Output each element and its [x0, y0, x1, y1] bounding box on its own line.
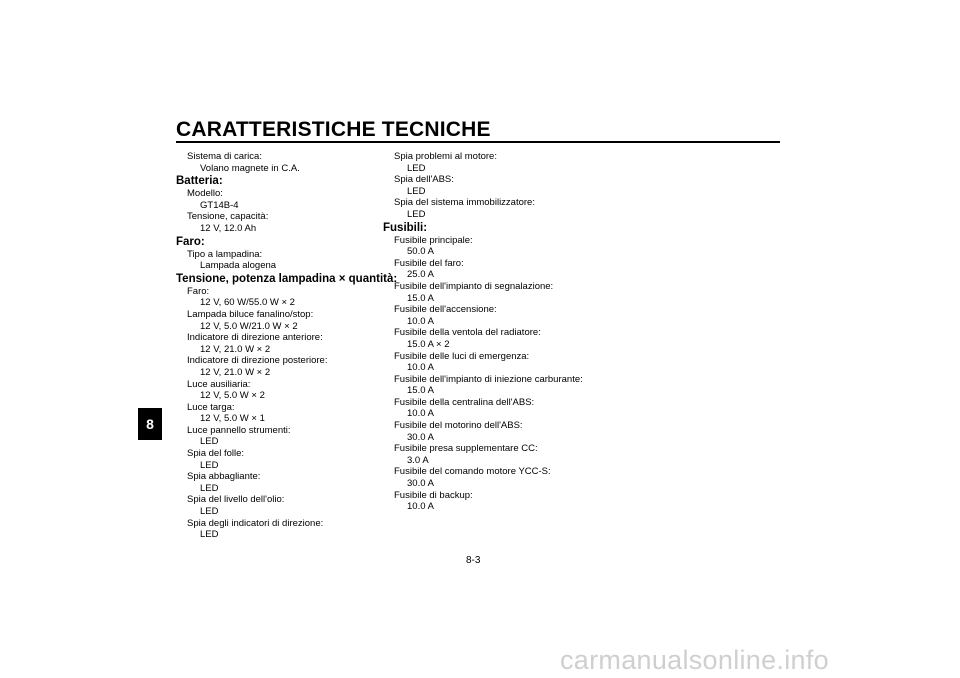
spec-value: 10.0 A	[407, 315, 434, 327]
spec-value: 12 V, 5.0 W/21.0 W × 2	[200, 320, 298, 332]
spec-label: Luce targa:	[187, 401, 235, 413]
page-number: 8-3	[466, 555, 481, 566]
spec-label: Tipo a lampadina:	[187, 248, 263, 260]
spec-value: 12 V, 5.0 W × 2	[200, 390, 265, 402]
spec-label: Fusibile del comando motore YCC-S:	[394, 466, 551, 478]
spec-label: Fusibile dell'impianto di iniezione carburante:	[394, 373, 583, 385]
spec-label: Spia degli indicatori di direzione:	[187, 517, 324, 529]
spec-label: Fusibile principale:	[394, 234, 473, 246]
spec-label: Fusibile della centralina dell'ABS:	[394, 396, 535, 408]
spec-label: Luce ausiliaria:	[187, 378, 251, 390]
spec-value: LED	[200, 529, 219, 541]
spec-value: 10.0 A	[407, 501, 434, 513]
watermark: carmanualsonline.info	[560, 645, 829, 675]
spec-value: LED	[407, 208, 426, 220]
spec-label: Fusibile di backup:	[394, 489, 473, 501]
right-spec-column	[383, 151, 583, 513]
spec-value: LED	[200, 506, 219, 518]
spec-value: 12 V, 21.0 W × 2	[200, 343, 271, 355]
spec-label: Lampada biluce fanalino/stop:	[187, 308, 314, 320]
spec-label: Fusibile del motorino dell'ABS:	[394, 420, 523, 432]
spec-label: Faro:	[187, 285, 210, 297]
spec-value: 12 V, 5.0 W × 1	[200, 413, 265, 425]
spec-value: LED	[200, 482, 219, 494]
spec-label: Sistema di carica:	[187, 151, 262, 162]
section-heading: Tensione, potenza lampadina × quantità:	[176, 272, 398, 285]
spec-value: 15.0 A	[407, 292, 434, 304]
spec-value: 12 V, 60 W/55.0 W × 2	[200, 297, 295, 309]
spec-label: Tensione, capacità:	[187, 211, 269, 223]
spec-value: LED	[200, 459, 219, 471]
section-heading: Batteria:	[176, 175, 223, 188]
section-heading: Fusibili:	[383, 221, 428, 234]
spec-value: 25.0 A	[407, 269, 434, 281]
spec-label: Fusibile presa supplementare CC:	[394, 443, 538, 455]
chapter-tab: 8	[138, 408, 162, 440]
spec-value: 50.0 A	[407, 246, 434, 258]
spec-value: LED	[407, 162, 426, 174]
spec-label: Spia abbagliante:	[187, 471, 261, 483]
title-divider	[176, 141, 780, 143]
section-heading: Faro:	[176, 235, 205, 248]
spec-label: Indicatore di direzione anteriore:	[187, 332, 323, 344]
spec-value: 10.0 A	[407, 408, 434, 420]
spec-value: 12 V, 21.0 W × 2	[200, 366, 271, 378]
spec-label: Indicatore di direzione posteriore:	[187, 355, 328, 367]
spec-value: Volano magnete in C.A.	[200, 162, 300, 174]
spec-value: GT14B-4	[200, 199, 239, 211]
spec-label: Luce pannello strumenti:	[187, 424, 291, 436]
spec-value: LED	[200, 436, 219, 448]
spec-label: Modello:	[187, 188, 223, 200]
spec-label: Spia problemi al motore:	[394, 151, 497, 162]
spec-label: Fusibile dell'accensione:	[394, 304, 497, 316]
spec-label: Spia dell'ABS:	[394, 174, 454, 186]
spec-label: Spia del folle:	[187, 448, 245, 460]
spec-value: Lampada alogena	[200, 260, 277, 272]
spec-value: LED	[407, 185, 426, 197]
spec-label: Spia del sistema immobilizzatore:	[394, 197, 535, 209]
page-title: CARATTERISTICHE TECNICHE	[176, 118, 491, 141]
spec-label: Fusibile della ventola del radiatore:	[394, 327, 541, 339]
spec-value: 15.0 A	[407, 385, 434, 397]
spec-label: Fusibile delle luci di emergenza:	[394, 350, 530, 362]
spec-label: Spia del livello dell'olio:	[187, 494, 285, 506]
spec-value: 30.0 A	[407, 478, 434, 490]
spec-value: 3.0 A	[407, 454, 429, 466]
spec-value: 15.0 A × 2	[407, 338, 450, 350]
spec-value: 12 V, 12.0 Ah	[200, 222, 257, 234]
left-spec-column	[176, 151, 397, 541]
spec-value: 10.0 A	[407, 362, 434, 374]
spec-label: Fusibile dell'impianto di segnalazione:	[394, 280, 554, 292]
spec-value: 30.0 A	[407, 431, 434, 443]
spec-label: Fusibile del faro:	[394, 257, 464, 269]
